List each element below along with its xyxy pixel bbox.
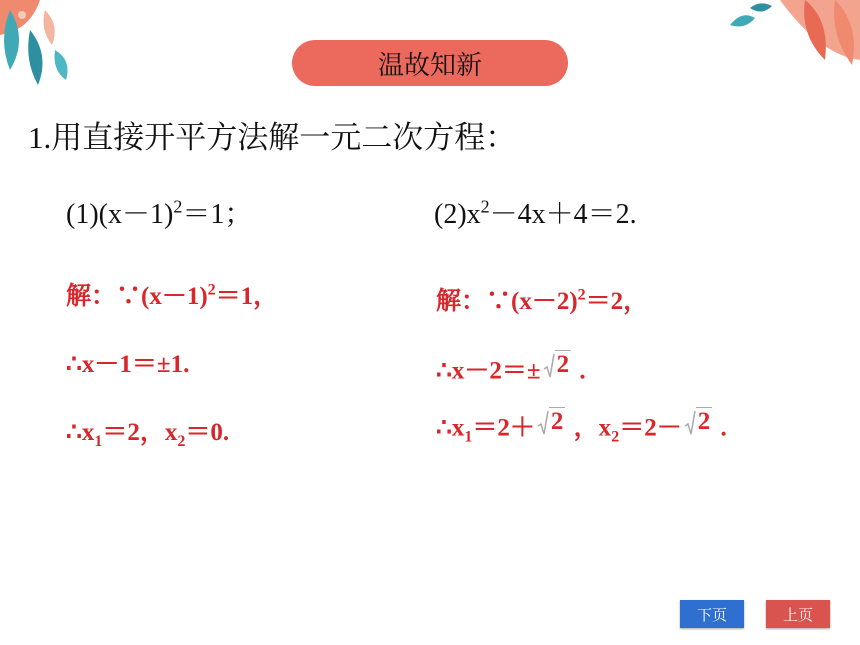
problem-2: $(2)x^2-4x+4=2$. xyxy=(434,196,637,230)
previous-page-button[interactable]: 上页 xyxy=(766,600,830,628)
solution-2-line-2: ∴x－2＝± 2 . xyxy=(436,351,586,385)
next-page-button[interactable]: 下页 xyxy=(680,600,744,628)
question-text: 1.用直接开平方法解一元二次方程： xyxy=(28,120,517,155)
solution-1-line-2: ∴x－1＝±1. xyxy=(66,351,190,378)
solution-2-line-3: $\therefore x_1=2+$ 2 ，$x_2=2-$ 2 . xyxy=(436,408,727,446)
solution-1-line-1: 解：$\because(x-1)^2=1$， xyxy=(66,281,279,310)
sqrt-symbol-icon: 2 xyxy=(684,407,713,436)
problem-1: $(1)(x-1)^2=1$； xyxy=(66,196,253,230)
sqrt-symbol-icon: 2 xyxy=(537,407,566,436)
solution-2-line-1: 解：$\because(x-2)^2=2$， xyxy=(436,286,649,315)
sqrt-symbol-icon: 2 xyxy=(543,350,572,379)
leaf-decoration-left-icon xyxy=(0,0,90,95)
section-title-banner xyxy=(292,40,568,86)
section-title: 温故知新 xyxy=(377,50,482,81)
solution-1-line-3: $\therefore x_1=2$，$x_2=0$. xyxy=(66,419,230,450)
leaf-decoration-right-icon xyxy=(720,0,860,72)
